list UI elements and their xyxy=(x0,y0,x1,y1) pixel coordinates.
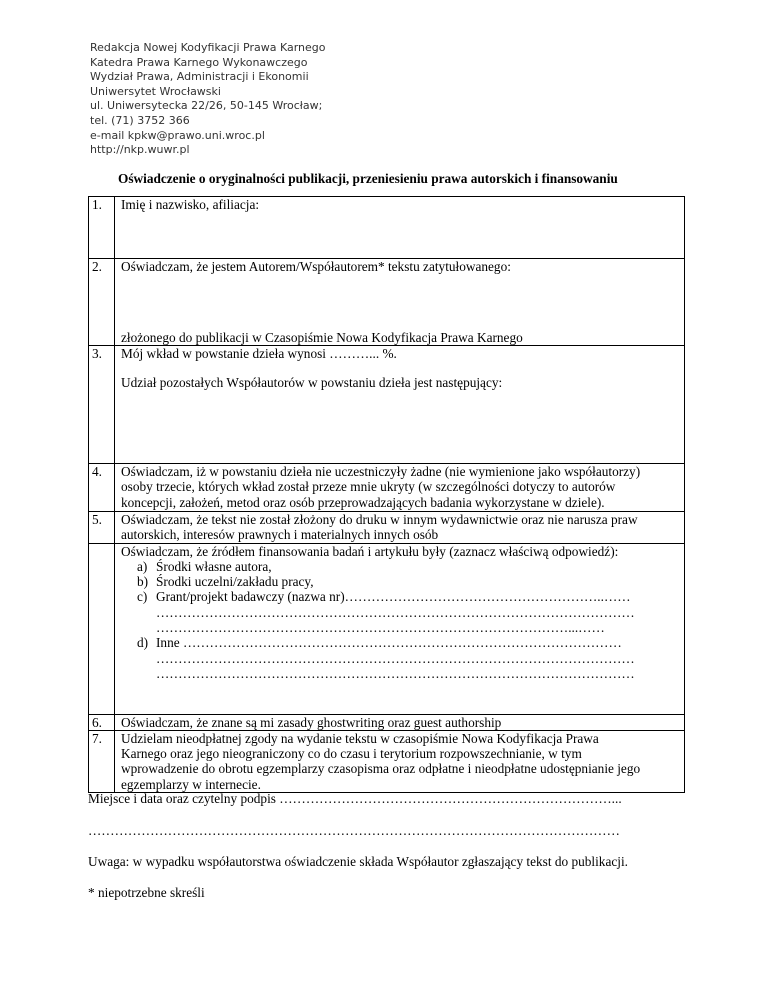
row-label: Oświadczam, że jestem Autorem/Współautorem* tekstu zatytułowanego: xyxy=(121,259,511,274)
footnote: * niepotrzebne skreśli xyxy=(88,885,205,900)
fill-dots: …………………………………………………………………………………...…… xyxy=(156,620,605,636)
header-line: Uniwersytet Wrocławski xyxy=(90,84,221,98)
option-text: Środki własne autora, xyxy=(156,558,272,574)
text-line: egzemplarzy w internecie. xyxy=(121,776,261,792)
signature-dots[interactable]: ………………………………………………………………………………………………………… xyxy=(88,823,620,838)
grant-fill-line[interactable] xyxy=(156,620,678,635)
header-line: Katedra Prawa Karnego Wykonawczego xyxy=(90,55,308,69)
fill-dots: ……………………………………………………………………………………………… xyxy=(156,665,635,681)
row-label-secondary: Udział pozostałych Współautorów w powstaniu dzieła jest następujący: xyxy=(121,375,503,391)
header-line: Redakcja Nowej Kodyfikacji Prawa Karnego xyxy=(90,41,326,54)
financing-label: Oświadczam, że źródłem finansowania badań i artykułu były (zaznacz właściwą odpowiedź): xyxy=(121,543,619,559)
option-letter: b) xyxy=(137,574,149,590)
header-line: tel. (71) 3752 366 xyxy=(90,113,190,127)
option-letter: d) xyxy=(137,635,149,651)
document-title: Oświadczenie o oryginalności publikacji, przeniesieniu prawa autorskich i finansowaniu xyxy=(118,171,618,186)
fill-dots: ……………………………………………………………………………………………… xyxy=(156,604,635,620)
row-financing xyxy=(89,543,685,714)
text-line: Oświadczam, że znane są mi zasady ghostwriting oraz guest authorship xyxy=(121,714,502,730)
text-line: koncepcji, założeń, metod oraz osób przeprowadzających badania wykorzystane w dziele). xyxy=(121,494,605,510)
option-letter: c) xyxy=(137,589,148,605)
title-field[interactable] xyxy=(115,259,685,346)
row-label: Mój wkład w powstanie dzieła wynosi ………... %. xyxy=(121,346,397,361)
header-line: Wydział Prawa, Administracji i Ekonomii xyxy=(90,70,309,84)
row-number: 6. xyxy=(89,714,115,730)
contribution-field[interactable] xyxy=(115,346,685,464)
text-line: Karnego oraz jego nieograniczony co do czasu i terytorium rozpowszechnianie, w tym xyxy=(121,746,582,762)
row-label-secondary: złożonego do publikacji w Czasopiśmie Nowa Kodyfikacja Prawa Karnego xyxy=(121,329,523,345)
other-fill-line[interactable] xyxy=(156,651,678,666)
row-contribution xyxy=(89,346,685,464)
row-originality xyxy=(89,512,685,544)
option-text: Środki uczelni/zakładu pracy, xyxy=(156,574,314,590)
option-text: Inne ……………………………………………………………………………………… xyxy=(156,635,622,651)
row-label: Imię i nazwisko, afiliacja: xyxy=(121,197,260,212)
header-line: ul. Uniwersytecka 22/26, 50-145 Wrocław; xyxy=(90,99,323,113)
text-line: Udzielam nieodpłatnej zgody na wydanie tekstu w czasopiśmie Nowa Kodyfikacja Prawa xyxy=(121,730,599,746)
option-text: Grant/projekt badawczy (nazwa nr)…………………………………………………..…… xyxy=(156,589,631,605)
option-university-funds[interactable] xyxy=(137,574,678,590)
signature-line[interactable]: Miejsce i data oraz czytelny podpis …………………………………………………………………... xyxy=(88,791,622,806)
option-grant[interactable] xyxy=(137,589,678,605)
row-number: 3. xyxy=(89,346,115,464)
coauthor-note: Uwaga: w wypadku współautorstwa oświadczenie składa Współautor zgłaszający tekst do publikacji. xyxy=(88,854,628,869)
text-line: autorskich, interesów prawnych i materialnych innych osób xyxy=(121,527,439,543)
name-affiliation-field[interactable] xyxy=(115,197,685,259)
option-own-funds[interactable] xyxy=(137,558,678,574)
option-letter: a) xyxy=(137,558,148,574)
row-number: 2. xyxy=(89,259,115,346)
text-line: osoby trzecie, których wkład został przeze mnie ukryty (w szczególności dotyczy to autorów xyxy=(121,479,616,495)
row-number: 4. xyxy=(89,464,115,512)
declaration-table xyxy=(88,196,685,793)
fill-dots: ……………………………………………………………………………………………… xyxy=(156,650,635,666)
grant-fill-line[interactable] xyxy=(156,605,678,620)
row-license xyxy=(89,730,685,792)
text-line: Oświadczam, że tekst nie został złożony do druku w innym wydawnictwie oraz nie narusza praw xyxy=(121,512,638,527)
other-fill-line[interactable] xyxy=(156,666,678,681)
publisher-header xyxy=(90,41,326,158)
row-name-affiliation xyxy=(89,197,685,259)
text-line: Oświadczam, iż w powstaniu dzieła nie uczestniczyły żadne (nie wymienione jako współautorzy) xyxy=(121,464,641,479)
row-ghostwriting xyxy=(89,714,685,730)
header-email: e-mail kpkw@prawo.uni.wroc.pl xyxy=(90,128,265,142)
row-number: 7. xyxy=(89,730,115,792)
row-third-parties xyxy=(89,464,685,512)
row-number: 5. xyxy=(89,512,115,544)
row-authorship xyxy=(89,259,685,346)
row-number: 1. xyxy=(89,197,115,259)
header-url: http://nkp.wuwr.pl xyxy=(90,143,190,157)
text-line: wprowadzenie do obrotu egzemplarzy czasopisma oraz odpłatne i nieodpłatne udostępnianie jego xyxy=(121,761,641,777)
financing-options xyxy=(121,559,678,681)
option-other[interactable] xyxy=(137,635,678,651)
